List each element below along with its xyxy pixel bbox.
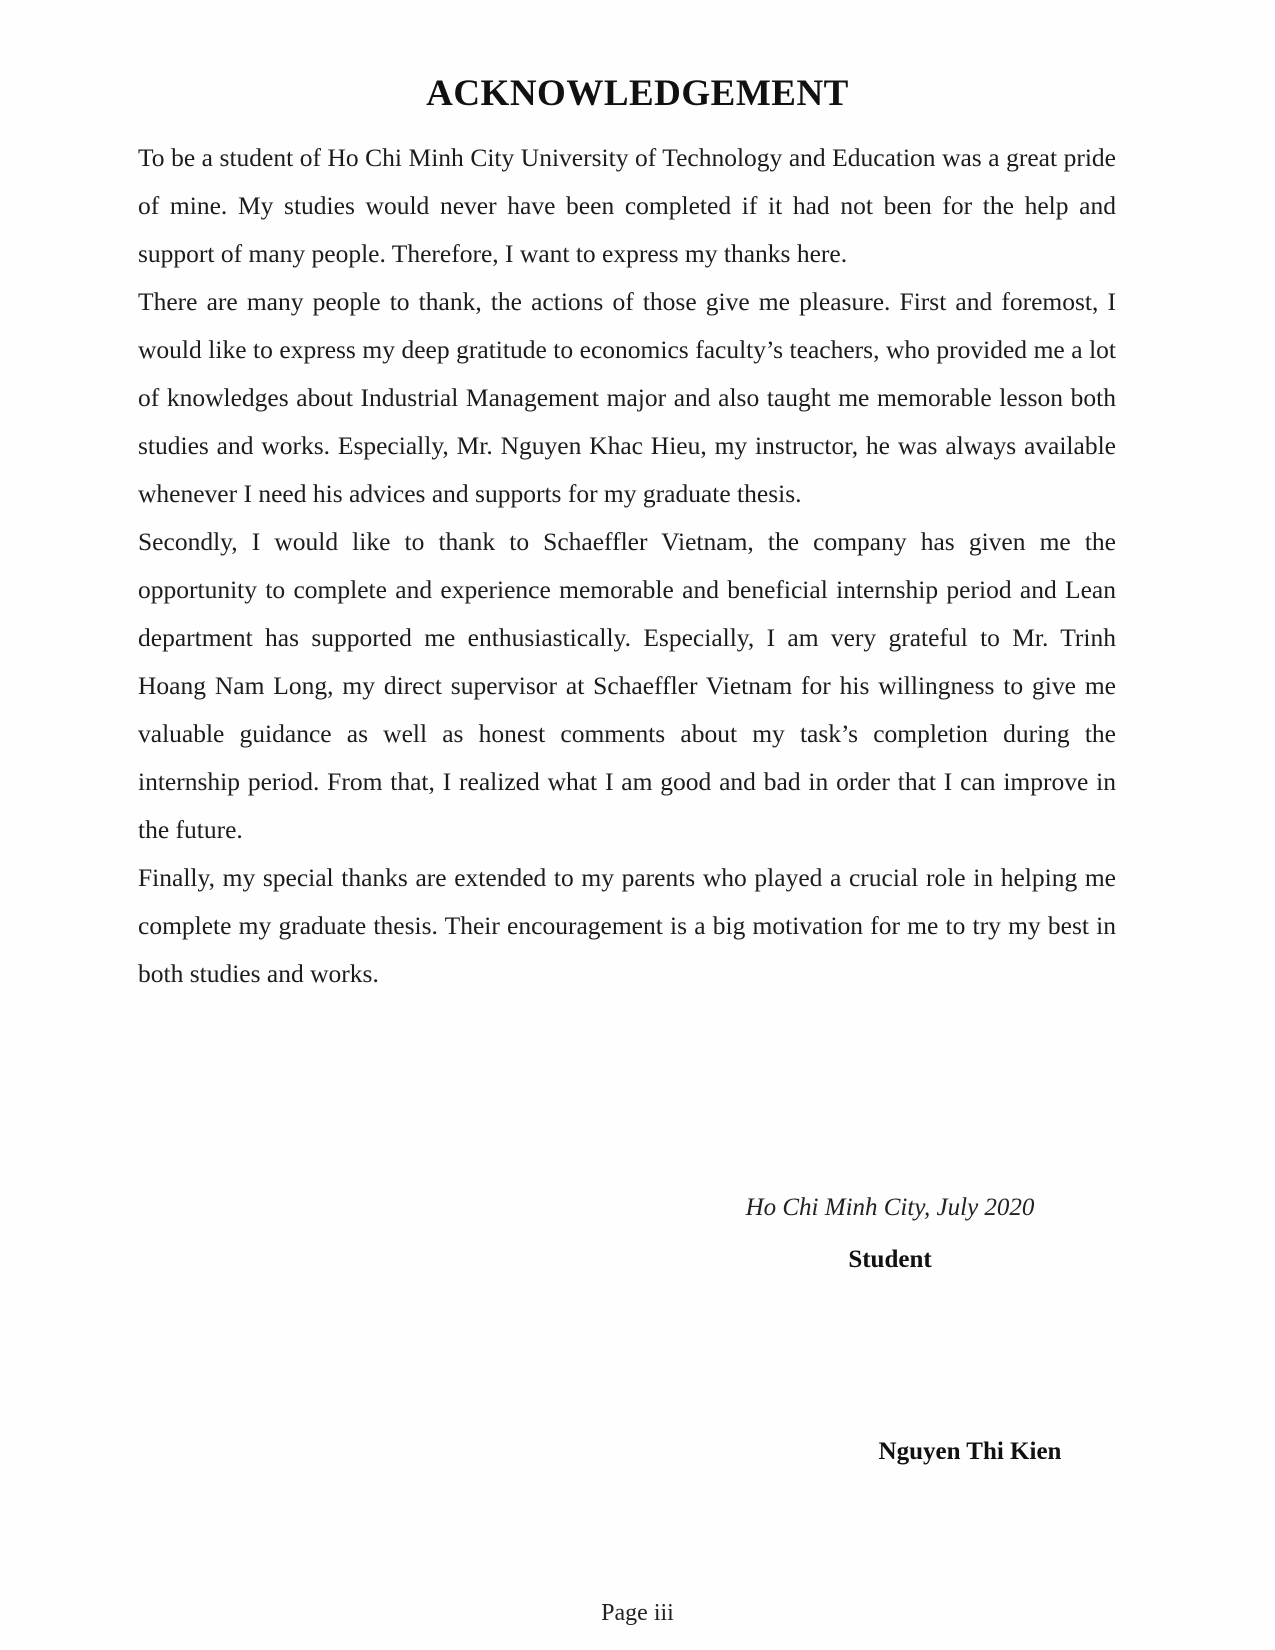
signature-role: Student [848,1246,932,1273]
place-date: Ho Chi Minh City, July 2020 [745,1194,1035,1221]
acknowledgement-body [138,134,1116,998]
paragraph-intro: To be a student of Ho Chi Minh City University of Technology and Education was a great pride of mine. My studies would never have been completed if it had not been for the help and support of many people. Therefore, I want to express my thanks here. [138,143,1116,268]
page-title: ACKNOWLEDGEMENT [426,73,849,114]
author-name: Nguyen Thi Kien [878,1438,1062,1465]
paragraph-company: Secondly, I would like to thank to Schaeffler Vietnam, the company has given me the opportunity to complete and experience memorable and beneficial internship period and Lean department has supported me enthusiastically. Especially, I am very grateful to Mr. Trinh Hoang Nam Long, my direct supervisor at Schaeffler Vietnam for his willingness to give me valuable guidance as well as honest comments about my task’s completion during the internship period. From that, I realized what I am good and bad in order that I can improve in the future. [138,527,1116,844]
paragraph-parents: Finally, my special thanks are extended to my parents who played a crucial role in helping me complete my graduate thesis. Their encouragement is a big motivation for me to try my best in both studies and works. [138,863,1116,988]
paragraph-teachers: There are many people to thank, the actions of those give me pleasure. First and foremost, I would like to express my deep gratitude to economics faculty’s teachers, who provided me a lot of knowledges about Industrial Management major and also taught me memorable lesson both studies and works. Especially, Mr. Nguyen Khac Hieu, my instructor, he was always available whenever I need his advices and supports for my graduate thesis. [138,287,1116,508]
page-number: Page iii [601,1600,674,1626]
